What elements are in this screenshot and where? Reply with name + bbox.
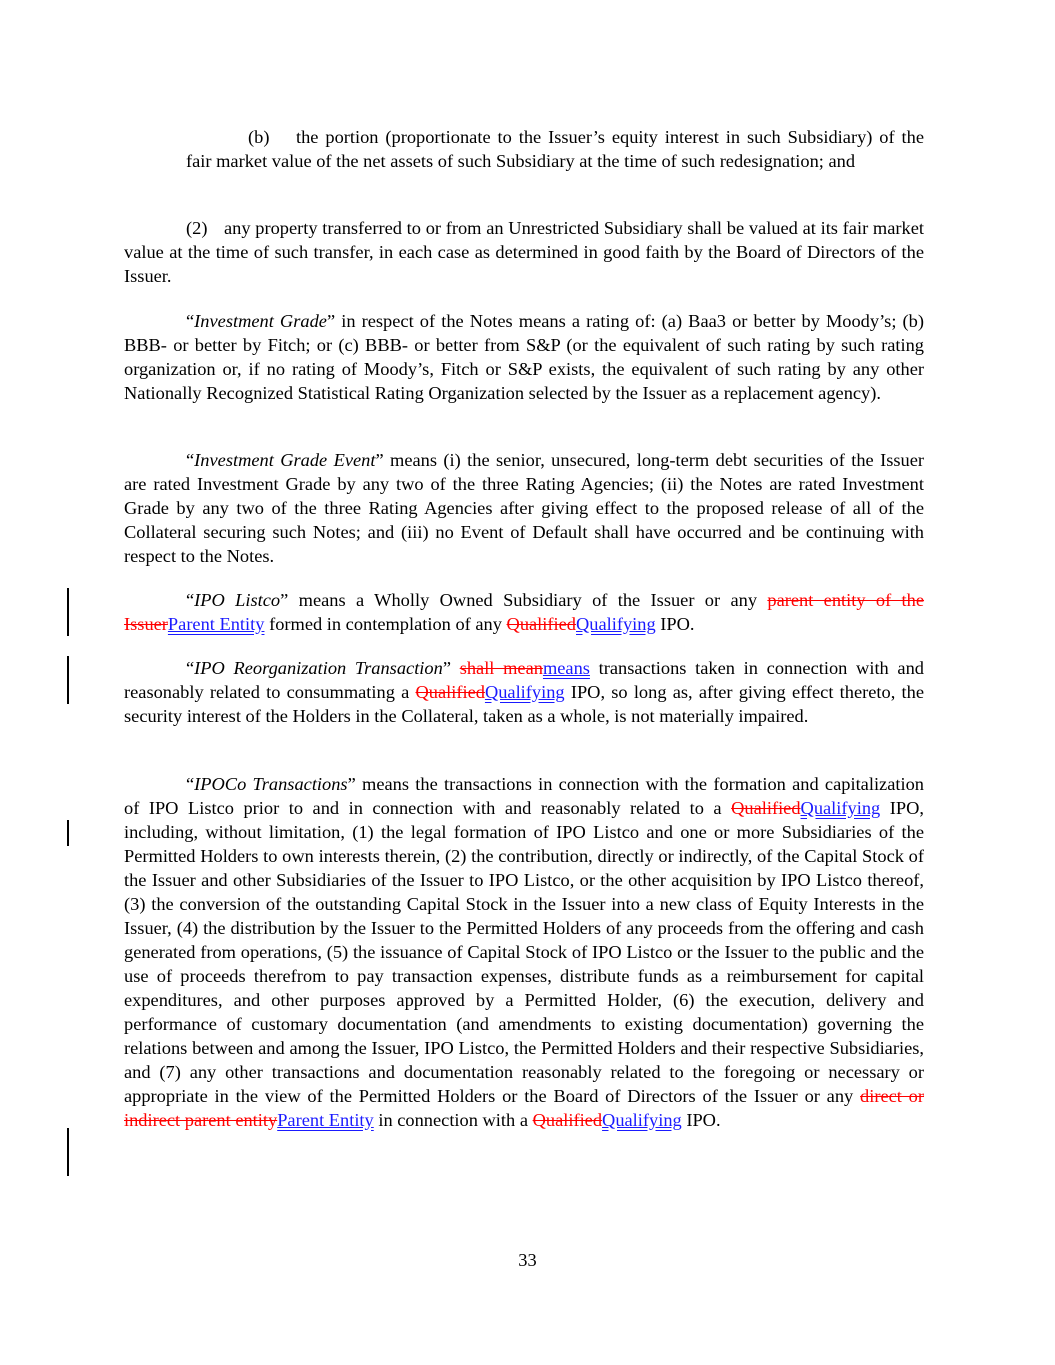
definition-text: in connection with a	[373, 1110, 533, 1130]
paragraph-b-text: the portion (proportionate to the Issuer’s equity interest in such Subsidiary) of the fair market value of the net assets of such Subsidiary at the time of such redesignation; and	[186, 127, 924, 171]
definition-text: formed in contemplation of any	[264, 614, 507, 634]
inserted-text: Parent Entity	[277, 1110, 374, 1130]
page-number: 33	[518, 1250, 537, 1270]
definition-text: IPO, so long as, after giving effect thereto, the security interest of the Holders in the Collateral, taken as a whole, is not materially impaired.	[124, 682, 924, 726]
deleted-text: Qualified	[415, 682, 485, 702]
defined-term: IPO Reorganization Transaction	[194, 658, 443, 678]
defined-term: IPO Listco	[194, 590, 281, 610]
deleted-text: Qualified	[532, 1110, 603, 1130]
inserted-text: Parent Entity	[167, 614, 265, 634]
definition-text: means a Wholly Owned Subsidiary of the Issuer or any	[288, 590, 768, 610]
close-quote: ”	[347, 774, 356, 794]
defined-term: IPOCo Transactions	[194, 774, 348, 794]
change-bar	[67, 820, 69, 846]
close-quote: ”	[442, 658, 451, 678]
definition-ipoco-transactions	[124, 772, 924, 1132]
change-bar	[67, 1128, 69, 1176]
inserted-text: Qualifying	[484, 682, 565, 702]
deleted-text: parent entity of the Issuer	[124, 590, 925, 634]
deleted-text: Qualified	[731, 798, 801, 818]
definition-text: transactions taken in connection with and reasonably related to consummating a	[124, 658, 924, 702]
close-quote: ”	[280, 590, 289, 610]
inserted-text: Qualifying	[576, 614, 656, 634]
defined-term: Investment Grade Event	[194, 450, 376, 470]
definition-text	[451, 658, 460, 678]
definition-text: means the transactions in connection with the formation and capitalization of IPO Listco prior to and in connection with and reasonably related to a	[124, 774, 924, 818]
paragraph-2	[124, 216, 924, 288]
deleted-text: direct or indirect parent entity	[124, 1086, 925, 1130]
definition-investment-grade	[124, 309, 924, 405]
definition-text: IPO.	[681, 1110, 721, 1130]
change-bar	[67, 656, 69, 704]
inserted-text: Qualifying	[800, 798, 881, 818]
paragraph-b	[186, 125, 924, 173]
change-bar	[67, 588, 69, 636]
inserted-text: Qualifying	[602, 1110, 682, 1130]
definition-text: IPO.	[655, 614, 695, 634]
paragraph-2-text: any property transferred to or from an Unrestricted Subsidiary shall be valued at its fair market value at the time of such transfer, in each case as determined in good faith by the Board of Directors of the Issuer.	[124, 218, 924, 286]
paragraph-b-label: (b)	[248, 127, 270, 147]
definition-ipo-listco	[124, 588, 924, 636]
defined-term: Investment Grade	[194, 311, 327, 331]
definition-text: means (i) the senior, unsecured, long-term debt securities of the Issuer are rated Investment Grade by any two of the three Rating Agencies; (ii) the Notes are rated Investment Grade by any two of the three Rating Agencies after giving effect to the proposed release of all of the Collateral securing such Notes; and (iii) no Event of Default shall have occurred and be continuing with respect to the Notes.	[124, 450, 924, 566]
close-quote: ”	[326, 311, 336, 331]
definition-investment-grade-event	[124, 448, 924, 568]
inserted-text: means	[542, 658, 590, 678]
definition-text: IPO, including, without limitation, (1) the legal formation of IPO Listco and one or more Subsidiaries of the Permitted Holders to own interests therein, (2) the contribution, directly or indirectly, of the Capital Stock of the Issuer and other Subsidiaries of the Issuer to IPO Listco, or the other acquisition by IPO Listco thereof, (3) the conversion of the outstanding Capital Stock in the Issuer into a new class of Equity Interests in the Issuer, (4) the distribution by the Issuer to the Permitted Holders of any proceeds from the offering and cash generated from operations, (5) the issuance of Capital Stock of IPO Listco or the Issuer to the public and the use of proceeds therefrom to pay transaction expenses, distribute funds as a reimbursement for capital expenditures, and other purposes approved by a Permitted Holder, (6) the execution, delivery and performance of customary documentation (and amendments to existing documentation) governing the relations between and among the Issuer, IPO Listco, the Permitted Holders and their respective Subsidiaries, and (7) any other transactions and documentation reasonably related to the foregoing or necessary or appropriate in the view of the Permitted Holders or the Board of Directors of the Issuer or any	[124, 798, 924, 1106]
definition-ipo-reorganization	[124, 656, 924, 728]
open-quote: “	[186, 774, 195, 794]
open-quote: “	[186, 311, 195, 331]
open-quote: “	[186, 450, 195, 470]
open-quote: “	[186, 658, 195, 678]
definition-text: in respect of the Notes means a rating of: (a) Baa3 or better by Moody’s; (b) BBB- or better by Fitch; or (c) BBB- or better from S&P (or the equivalent of such rating by such rating organization or, if no rating of Moody’s, Fitch or S&P exists, the equivalent of such rating by any other Nationally Recognized Statistical Rating Organization selected by the Issuer as a replacement agency).	[124, 311, 924, 403]
close-quote: ”	[375, 450, 384, 470]
open-quote: “	[186, 590, 195, 610]
deleted-text: Qualified	[506, 614, 576, 634]
paragraph-2-label: (2)	[186, 218, 208, 238]
deleted-text: shall mean	[459, 658, 543, 678]
